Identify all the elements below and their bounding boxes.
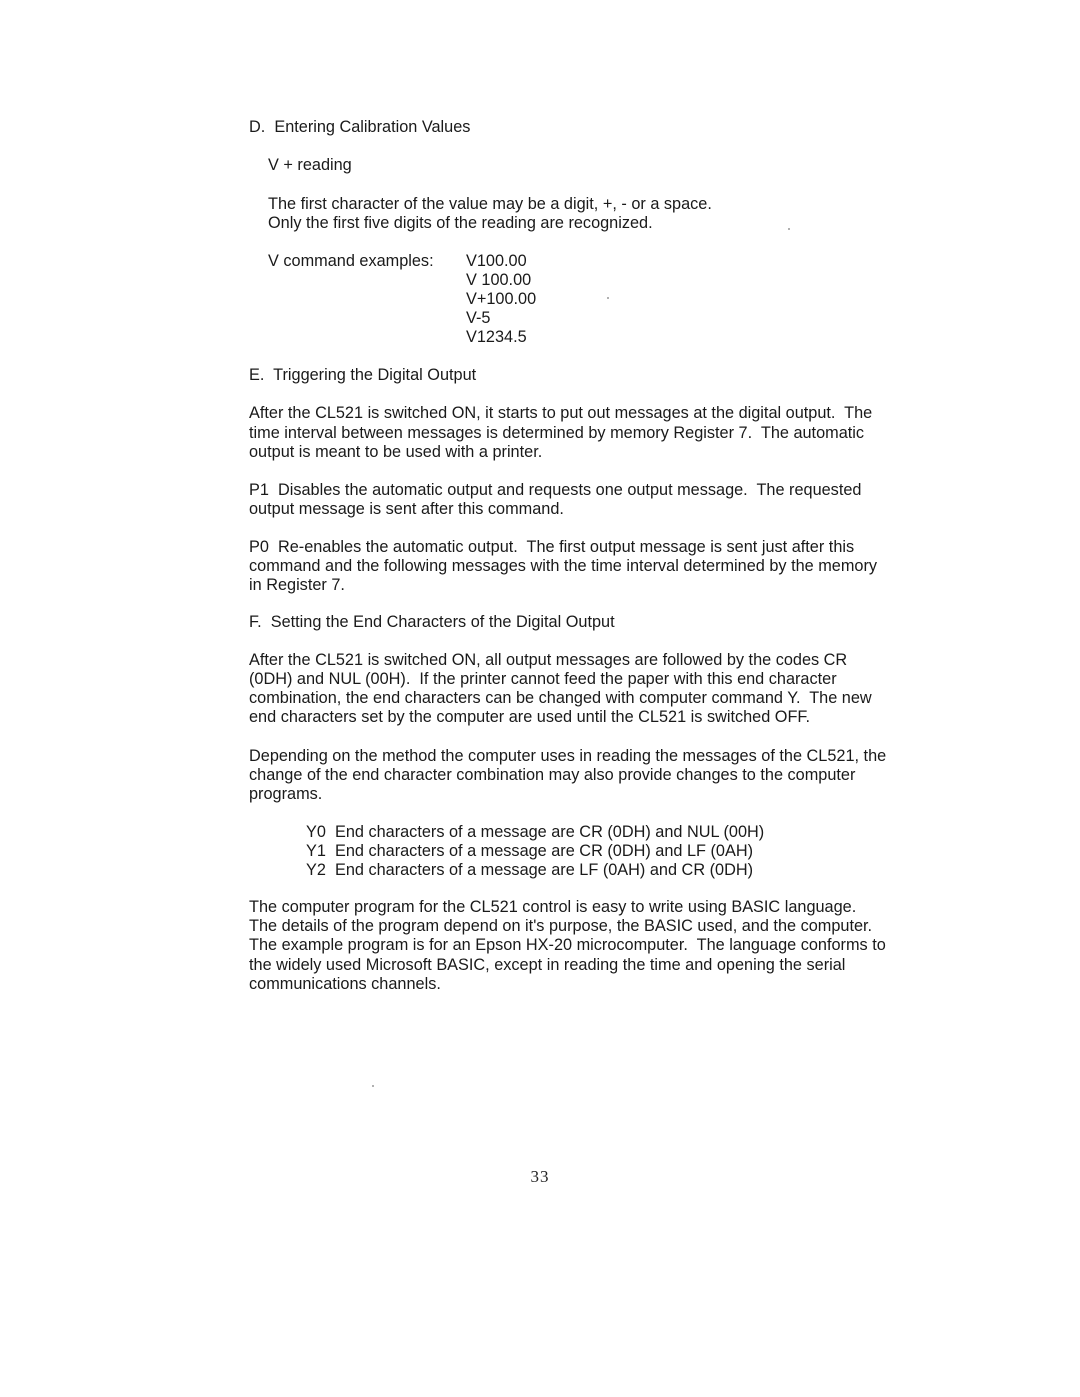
text-line: output message is sent after this command.: [249, 500, 564, 518]
section-heading: F. Setting the End Characters of the Digital Output: [249, 613, 615, 631]
text-line: change of the end character combination may also provide changes to the computer: [249, 766, 856, 784]
text-line: Depending on the method the computer uses in reading the messages of the CL521, the: [249, 747, 887, 765]
text-line: Only the first five digits of the reading are recognized.: [268, 214, 653, 232]
text-line: The details of the program depend on it's purpose, the BASIC used, and the computer.: [249, 917, 873, 935]
example-line: V1234.5: [466, 328, 527, 346]
y-code-line: Y1 End characters of a message are CR (0DH) and LF (0AH): [306, 842, 754, 860]
example-line: V+100.00: [466, 290, 537, 308]
text-line: end characters set by the computer are used until the CL521 is switched OFF.: [249, 708, 811, 726]
text-line: After the CL521 is switched ON, all output messages are followed by the codes CR: [249, 651, 848, 669]
page-number: 33: [530, 1167, 550, 1186]
scan-speck: [372, 1085, 374, 1087]
text-line: (0DH) and NUL (00H). If the printer cannot feed the paper with this end character: [249, 670, 837, 688]
text-line: command and the following messages with the time interval determined by the memory: [249, 557, 878, 575]
example-line: V 100.00: [466, 271, 532, 289]
text-line: The computer program for the CL521 control is easy to write using BASIC language.: [249, 898, 857, 916]
y-code-line: Y0 End characters of a message are CR (0DH) and NUL (00H): [306, 823, 765, 841]
text-line: The example program is for an Epson HX-20 microcomputer. The language conforms to: [249, 936, 886, 954]
text-line: output is meant to be used with a printer.: [249, 443, 543, 461]
text-line: P0 Re-enables the automatic output. The first output message is sent just after this: [249, 538, 855, 556]
example-line: V-5: [466, 309, 491, 327]
text-line: combination, the end characters can be changed with computer command Y. The new: [249, 689, 872, 707]
text-line: in Register 7.: [249, 576, 345, 594]
section-heading: E. Triggering the Digital Output: [249, 366, 477, 384]
scan-speck: [607, 297, 609, 299]
example-line: V100.00: [466, 252, 527, 270]
text-line: programs.: [249, 785, 323, 803]
examples-label: V command examples:: [268, 252, 434, 270]
text-line: time interval between messages is determined by memory Register 7. The automatic: [249, 424, 865, 442]
text-line: the widely used Microsoft BASIC, except in reading the time and opening the serial: [249, 956, 846, 974]
text-line: After the CL521 is switched ON, it starts to put out messages at the digital output. The: [249, 404, 873, 422]
text-line: The first character of the value may be a digit, +, - or a space.: [268, 195, 712, 213]
text-line: communications channels.: [249, 975, 441, 993]
text-line: P1 Disables the automatic output and requests one output message. The requested: [249, 481, 862, 499]
y-code-line: Y2 End characters of a message are LF (0AH) and CR (0DH): [306, 861, 754, 879]
scan-speck: [788, 228, 790, 230]
syntax-line: V + reading: [268, 156, 352, 174]
section-heading: D. Entering Calibration Values: [249, 118, 471, 136]
